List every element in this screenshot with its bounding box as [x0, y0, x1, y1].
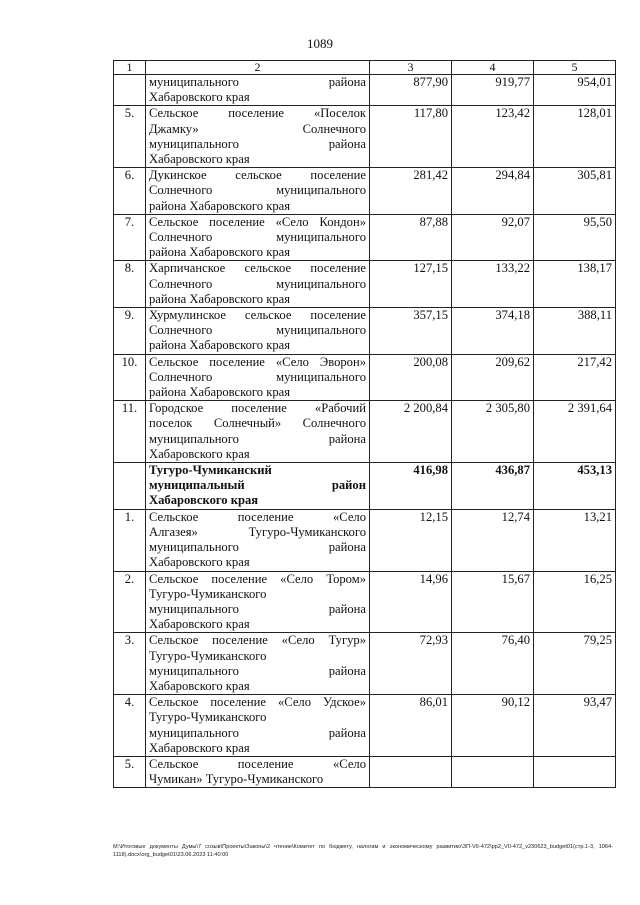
- table-row: [114, 214, 616, 261]
- entity-name-line: района Хабаровского края: [149, 385, 291, 400]
- amount-v5: 217,42: [534, 354, 616, 401]
- table-row: [114, 75, 616, 106]
- entity-name-line: Сельское поселение «Село: [149, 756, 366, 771]
- entity-name-line: Сельское поселение «Село: [149, 509, 366, 524]
- row-number: 5.: [114, 756, 146, 787]
- table-row: [114, 756, 616, 787]
- table-row: [114, 168, 616, 215]
- amount-v3: 117,80: [370, 106, 452, 168]
- table-row: [114, 106, 616, 168]
- budget-table: [113, 60, 616, 788]
- amount-v3: 200,08: [370, 354, 452, 401]
- amount-v3: 281,42: [370, 168, 452, 215]
- entity-name-line: Джамку» Солнечного: [149, 121, 366, 136]
- amount-v5: 128,01: [534, 106, 616, 168]
- amount-v5: 453,13: [534, 463, 616, 510]
- entity-name-line: Тугуро-Чумиканского: [149, 710, 267, 725]
- amount-v3: 127,15: [370, 261, 452, 308]
- entity-name: [146, 106, 370, 168]
- table-row: [114, 571, 616, 633]
- entity-name: [146, 633, 370, 695]
- entity-name-line: Солнечного муниципального: [149, 230, 366, 245]
- table-row: [114, 463, 616, 510]
- entity-name: [146, 509, 370, 571]
- entity-name-line: Дукинское сельское поселение: [149, 168, 366, 183]
- entity-name-line: поселок Солнечный» Солнечного: [149, 416, 366, 431]
- entity-name-line: Сельское поселение «Село Эворон»: [149, 354, 366, 369]
- amount-v5: 388,11: [534, 308, 616, 355]
- amount-v3: 357,15: [370, 308, 452, 355]
- entity-name: [146, 168, 370, 215]
- amount-v5: 954,01: [534, 75, 616, 106]
- entity-name-line: Сельское поселение «Село Кондон»: [149, 214, 366, 229]
- row-number: 2.: [114, 571, 146, 633]
- table-row: [114, 261, 616, 308]
- entity-name: [146, 756, 370, 787]
- entity-name-line: муниципального района: [149, 663, 366, 678]
- row-number: [114, 75, 146, 106]
- amount-v3: 72,93: [370, 633, 452, 695]
- amount-v4: 76,40: [452, 633, 534, 695]
- amount-v4: 2 305,80: [452, 401, 534, 463]
- entity-name: [146, 308, 370, 355]
- entity-name-line: Солнечного муниципального: [149, 323, 366, 338]
- row-number: 1.: [114, 509, 146, 571]
- column-header: 5: [534, 61, 616, 75]
- row-number: [114, 463, 146, 510]
- entity-name-line: Хурмулинское сельское поселение: [149, 308, 366, 323]
- amount-v4: 133,22: [452, 261, 534, 308]
- amount-v5: 16,25: [534, 571, 616, 633]
- amount-v5: 138,17: [534, 261, 616, 308]
- row-number: 4.: [114, 695, 146, 757]
- amount-v5: 13,21: [534, 509, 616, 571]
- entity-name-line: Чумикан» Тугуро-Чумиканского: [149, 772, 324, 787]
- column-header: 4: [452, 61, 534, 75]
- amount-v4: 209,62: [452, 354, 534, 401]
- entity-name-line: Харпичанское сельское поселение: [149, 261, 366, 276]
- entity-name-line: Алгазея» Тугуро-Чумиканского: [149, 524, 366, 539]
- amount-v4: 90,12: [452, 695, 534, 757]
- entity-name-line: района Хабаровского края: [149, 291, 291, 306]
- entity-name-line: района Хабаровского края: [149, 198, 291, 213]
- row-number: 10.: [114, 354, 146, 401]
- entity-name-line: Хабаровского края: [149, 555, 250, 570]
- page-number: 1089: [307, 36, 333, 51]
- entity-name-line: муниципального района: [149, 75, 366, 89]
- amount-v4: 92,07: [452, 214, 534, 261]
- amount-v3: 877,90: [370, 75, 452, 106]
- row-number: 8.: [114, 261, 146, 308]
- amount-v4: 436,87: [452, 463, 534, 510]
- amount-v4: 123,42: [452, 106, 534, 168]
- entity-name-line: муниципального района: [149, 601, 366, 616]
- entity-name-line: Хабаровского края: [149, 446, 250, 461]
- entity-name: [146, 571, 370, 633]
- entity-name-line: Тугуро-Чумиканского: [149, 586, 267, 601]
- table-row: [114, 509, 616, 571]
- amount-v4: 15,67: [452, 571, 534, 633]
- amount-v5: 79,25: [534, 633, 616, 695]
- amount-v4: 374,18: [452, 308, 534, 355]
- file-path-footer: M:\Итоговые документы Думы\7 созыв\Проекты\Законы\2 чтение\Комитет по бюджету, налогам и экономическому развитию\ЗП-VII-472\рр2_VII-472_v230623_budget01(стр.1-3, 1064-1118).docx\org_budget01\23.06.2023 11:40:00: [113, 844, 613, 858]
- entity-name-line: Хабаровского края: [149, 90, 250, 105]
- amount-v3: 416,98: [370, 463, 452, 510]
- entity-name: [146, 463, 370, 510]
- entity-name-line: Солнечного муниципального: [149, 183, 366, 198]
- entity-name-line: Солнечного муниципального: [149, 369, 366, 384]
- row-number: 7.: [114, 214, 146, 261]
- entity-name-line: муниципального района: [149, 431, 366, 446]
- amount-v4: 12,74: [452, 509, 534, 571]
- entity-name-line: района Хабаровского края: [149, 338, 291, 353]
- entity-name-line: Солнечного муниципального: [149, 276, 366, 291]
- amount-v3: 12,15: [370, 509, 452, 571]
- entity-name-line: Хабаровского края: [149, 617, 250, 632]
- entity-name-line: муниципальный район: [149, 478, 366, 493]
- column-header: 3: [370, 61, 452, 75]
- table-row: [114, 401, 616, 463]
- row-number: 6.: [114, 168, 146, 215]
- entity-name-line: района Хабаровского края: [149, 245, 291, 260]
- table-row: [114, 354, 616, 401]
- amount-v4: 919,77: [452, 75, 534, 106]
- table-row: [114, 633, 616, 695]
- entity-name-line: Сельское поселение «Поселок: [149, 106, 366, 121]
- entity-name-line: Городское поселение «Рабочий: [149, 401, 366, 416]
- amount-v3: [370, 756, 452, 787]
- amount-v4: [452, 756, 534, 787]
- column-header: 2: [146, 61, 370, 75]
- entity-name-line: муниципального района: [149, 725, 366, 740]
- entity-name: [146, 214, 370, 261]
- table-row: [114, 308, 616, 355]
- amount-v5: 305,81: [534, 168, 616, 215]
- amount-v3: 87,88: [370, 214, 452, 261]
- entity-name: [146, 261, 370, 308]
- row-number: 11.: [114, 401, 146, 463]
- entity-name: [146, 401, 370, 463]
- entity-name: [146, 75, 370, 106]
- entity-name-line: муниципального района: [149, 136, 366, 151]
- table-row: [114, 695, 616, 757]
- amount-v3: 14,96: [370, 571, 452, 633]
- amount-v5: 93,47: [534, 695, 616, 757]
- entity-name: [146, 354, 370, 401]
- amount-v5: [534, 756, 616, 787]
- column-header: 1: [114, 61, 146, 75]
- entity-name-line: Сельское поселение «Село Тугур»: [149, 633, 366, 648]
- amount-v3: 2 200,84: [370, 401, 452, 463]
- entity-name-line: Тугуро-Чумиканского: [149, 648, 267, 663]
- entity-name-line: Хабаровского края: [149, 152, 250, 167]
- entity-name-line: Тугуро-Чумиканский: [149, 463, 272, 478]
- entity-name-line: Хабаровского края: [149, 678, 250, 693]
- row-number: 3.: [114, 633, 146, 695]
- row-number: 5.: [114, 106, 146, 168]
- entity-name-line: Хабаровского края: [149, 740, 250, 755]
- amount-v3: 86,01: [370, 695, 452, 757]
- table-header-row: [114, 61, 616, 75]
- amount-v5: 2 391,64: [534, 401, 616, 463]
- entity-name-line: Сельское поселение «Село Тором»: [149, 571, 366, 586]
- amount-v4: 294,84: [452, 168, 534, 215]
- entity-name-line: Сельское поселение «Село Удское»: [149, 695, 366, 710]
- row-number: 9.: [114, 308, 146, 355]
- entity-name-line: Хабаровского края: [149, 493, 259, 508]
- entity-name: [146, 695, 370, 757]
- entity-name-line: муниципального района: [149, 540, 366, 555]
- amount-v5: 95,50: [534, 214, 616, 261]
